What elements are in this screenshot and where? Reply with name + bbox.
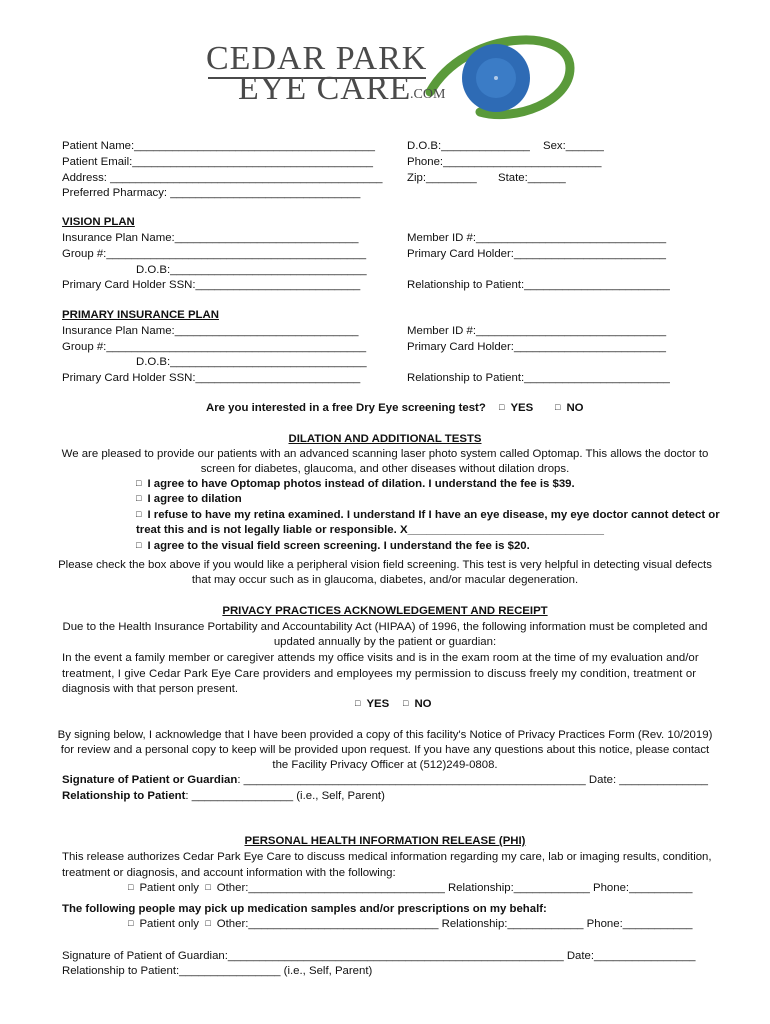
no-label: NO	[566, 402, 584, 414]
phi-relationship-field[interactable]: Relationship to Patient:________________ (i.e., Self, Parent)	[62, 965, 373, 977]
privacy-no-option[interactable]	[403, 697, 432, 712]
dry-eye-question: Are you interested in a free Dry Eye screening test?	[206, 402, 486, 414]
privacy-p2: In the event a family member or caregiver attends my office visits and is in the exam room at the time of my evaluation and/or	[62, 652, 699, 664]
refuse-option[interactable]	[136, 508, 720, 523]
patient-only-label: Patient only	[139, 918, 199, 930]
phi-row1[interactable]	[128, 881, 692, 896]
checkbox-icon[interactable]: □	[499, 402, 505, 412]
dry-eye-yes-option[interactable]	[499, 401, 533, 416]
sex-field[interactable]: Sex:______	[543, 140, 604, 152]
patient-email-field[interactable]: Patient Email:______________________________________	[62, 156, 374, 168]
phi-heading: PERSONAL HEALTH INFORMATION RELEASE (PHI)	[244, 835, 526, 847]
privacy-p3-cont: for review and a personal copy to keep will be provided upon request. If you have any questions about this notice, please contact	[60, 744, 710, 756]
checkbox-icon[interactable]: □	[205, 918, 211, 928]
primary-plan-name-field[interactable]: Insurance Plan Name:_____________________________	[62, 325, 359, 337]
checkbox-icon[interactable]: □	[555, 402, 561, 412]
eye-logo-icon	[420, 30, 590, 120]
privacy-yes-option[interactable]	[355, 697, 389, 712]
vision-member-id-field[interactable]: Member ID #:______________________________	[407, 232, 667, 244]
visual-field-note-cont: that may occur such as in glaucoma, diabetes, and/or macular degeneration.	[191, 574, 579, 586]
privacy-p1: Due to the Health Insurance Portability and Accountability Act (HIPAA) of 1996, the following information must be completed and	[62, 621, 708, 633]
dry-eye-no-option[interactable]	[555, 401, 584, 416]
other-field[interactable]: Other:______________________________ Relationship:____________ Phone:___________	[216, 918, 693, 930]
refuse-label: I refuse to have my retina examined. I understand If I have an eye disease, my eye doctor cannot detect or	[147, 509, 720, 521]
primary-relationship-field[interactable]: Relationship to Patient:_______________________	[407, 372, 670, 384]
checkbox-icon[interactable]: □	[136, 493, 142, 503]
other-field[interactable]: Other:_______________________________ Relationship:____________ Phone:__________	[216, 882, 693, 894]
relationship-label: Relationship to Patient	[62, 790, 186, 802]
patient-only-label: Patient only	[139, 882, 199, 894]
patient-name-field[interactable]: Patient Name:______________________________________	[62, 140, 375, 152]
optomap-option[interactable]	[136, 477, 575, 492]
logo-line1: CEDAR PARK	[206, 40, 428, 77]
vision-dob-field[interactable]: D.O.B:_______________________________	[136, 264, 367, 276]
phi-row2[interactable]	[128, 917, 692, 932]
refuse-signature-field[interactable]: treat this and is not legally liable or responsible. X_______________________________	[136, 524, 604, 536]
privacy-p1-cont: updated annually by the patient or guardian:	[273, 636, 497, 648]
relationship-line: : ________________ (i.e., Self, Parent)	[185, 790, 385, 802]
yes-label: YES	[510, 402, 534, 414]
checkbox-icon[interactable]: □	[128, 918, 134, 928]
dilation-intro-cont: screen for diabetes, glaucoma, and other diseases without dilation drops.	[200, 463, 570, 475]
privacy-heading: PRIVACY PRACTICES ACKNOWLEDGEMENT AND RECEIPT	[222, 605, 548, 617]
dob-field[interactable]: D.O.B:______________	[407, 140, 530, 152]
checkbox-icon[interactable]: □	[403, 698, 409, 708]
phi-p1-cont: treatment or diagnosis, and account information with the following:	[62, 867, 396, 879]
vision-ssn-field[interactable]: Primary Card Holder SSN:__________________________	[62, 279, 361, 291]
dilation-intro: We are pleased to provide our patients with an advanced scanning laser photo system called Optomap. This allows the doctor to	[61, 448, 709, 460]
checkbox-icon[interactable]: □	[128, 882, 134, 892]
phone-field[interactable]: Phone:_________________________	[407, 156, 602, 168]
checkbox-icon[interactable]: □	[136, 540, 142, 550]
phi-signature-field[interactable]: Signature of Patient of Guardian:_____________________________________________________ Date:________________	[62, 950, 696, 962]
privacy-p2-cont: treatment, I give Cedar Park Eye Care providers and employees my permission to discuss freely my condition, treatment or	[62, 668, 697, 680]
checkbox-icon[interactable]: □	[355, 698, 361, 708]
primary-holder-field[interactable]: Primary Card Holder:________________________	[407, 341, 667, 353]
optomap-label: I agree to have Optomap photos instead of dilation. I understand the fee is $39.	[147, 478, 575, 490]
privacy-p3-end: the Facility Privacy Officer at (512)249-0808.	[272, 759, 498, 771]
vision-plan-name-field[interactable]: Insurance Plan Name:_____________________________	[62, 232, 359, 244]
signature-label: Signature of Patient or Guardian	[62, 774, 238, 786]
logo-suffix: .COM	[410, 87, 446, 102]
visual-field-option[interactable]	[136, 539, 530, 554]
dilation-heading: DILATION AND ADDITIONAL TESTS	[288, 433, 482, 445]
primary-member-id-field[interactable]: Member ID #:______________________________	[407, 325, 667, 337]
visual-field-note: Please check the box above if you would like a peripheral vision field screening. This test is very helpful in detecting visual defects	[58, 559, 712, 571]
no-label: NO	[414, 698, 432, 710]
primary-group-field[interactable]: Group #:_________________________________________	[62, 341, 367, 353]
checkbox-icon[interactable]: □	[136, 509, 142, 519]
pickup-heading: The following people may pick up medication samples and/or prescriptions on my behalf:	[62, 903, 547, 915]
dilation-option[interactable]	[136, 492, 242, 507]
yes-label: YES	[366, 698, 390, 710]
pharmacy-field[interactable]: Preferred Pharmacy: ______________________________	[62, 187, 361, 199]
signature-line: : ______________________________________________________ Date: ______________	[237, 774, 708, 786]
phi-p1: This release authorizes Cedar Park Eye Care to discuss medical information regarding my care, lab or imaging results, condition,	[62, 851, 712, 863]
primary-dob-field[interactable]: D.O.B:_______________________________	[136, 356, 367, 368]
checkbox-icon[interactable]: □	[136, 478, 142, 488]
state-field[interactable]: State:______	[498, 172, 566, 184]
address-field[interactable]: Address: ___________________________________________	[62, 172, 383, 184]
privacy-p2-end: diagnosis with that person present.	[62, 683, 239, 695]
checkbox-icon[interactable]: □	[205, 882, 211, 892]
logo-line2: EYE CARE	[238, 70, 412, 107]
privacy-relationship-field[interactable]	[62, 789, 385, 804]
vision-holder-field[interactable]: Primary Card Holder:________________________	[407, 248, 667, 260]
dilation-label: I agree to dilation	[147, 493, 242, 505]
zip-field[interactable]: Zip:________	[407, 172, 477, 184]
privacy-p3: By signing below, I acknowledge that I have been provided a copy of this facility's Notice of Privacy Practices Form (Rev. 10/2019)	[57, 729, 713, 741]
vision-relationship-field[interactable]: Relationship to Patient:_______________________	[407, 279, 670, 291]
primary-plan-heading: PRIMARY INSURANCE PLAN	[62, 309, 219, 321]
vision-plan-heading: VISION PLAN	[62, 216, 135, 228]
visual-field-label: I agree to the visual field screen screening. I understand the fee is $20.	[147, 540, 530, 552]
primary-ssn-field[interactable]: Primary Card Holder SSN:__________________________	[62, 372, 361, 384]
privacy-signature-field[interactable]	[62, 773, 708, 788]
vision-group-field[interactable]: Group #:_________________________________________	[62, 248, 367, 260]
